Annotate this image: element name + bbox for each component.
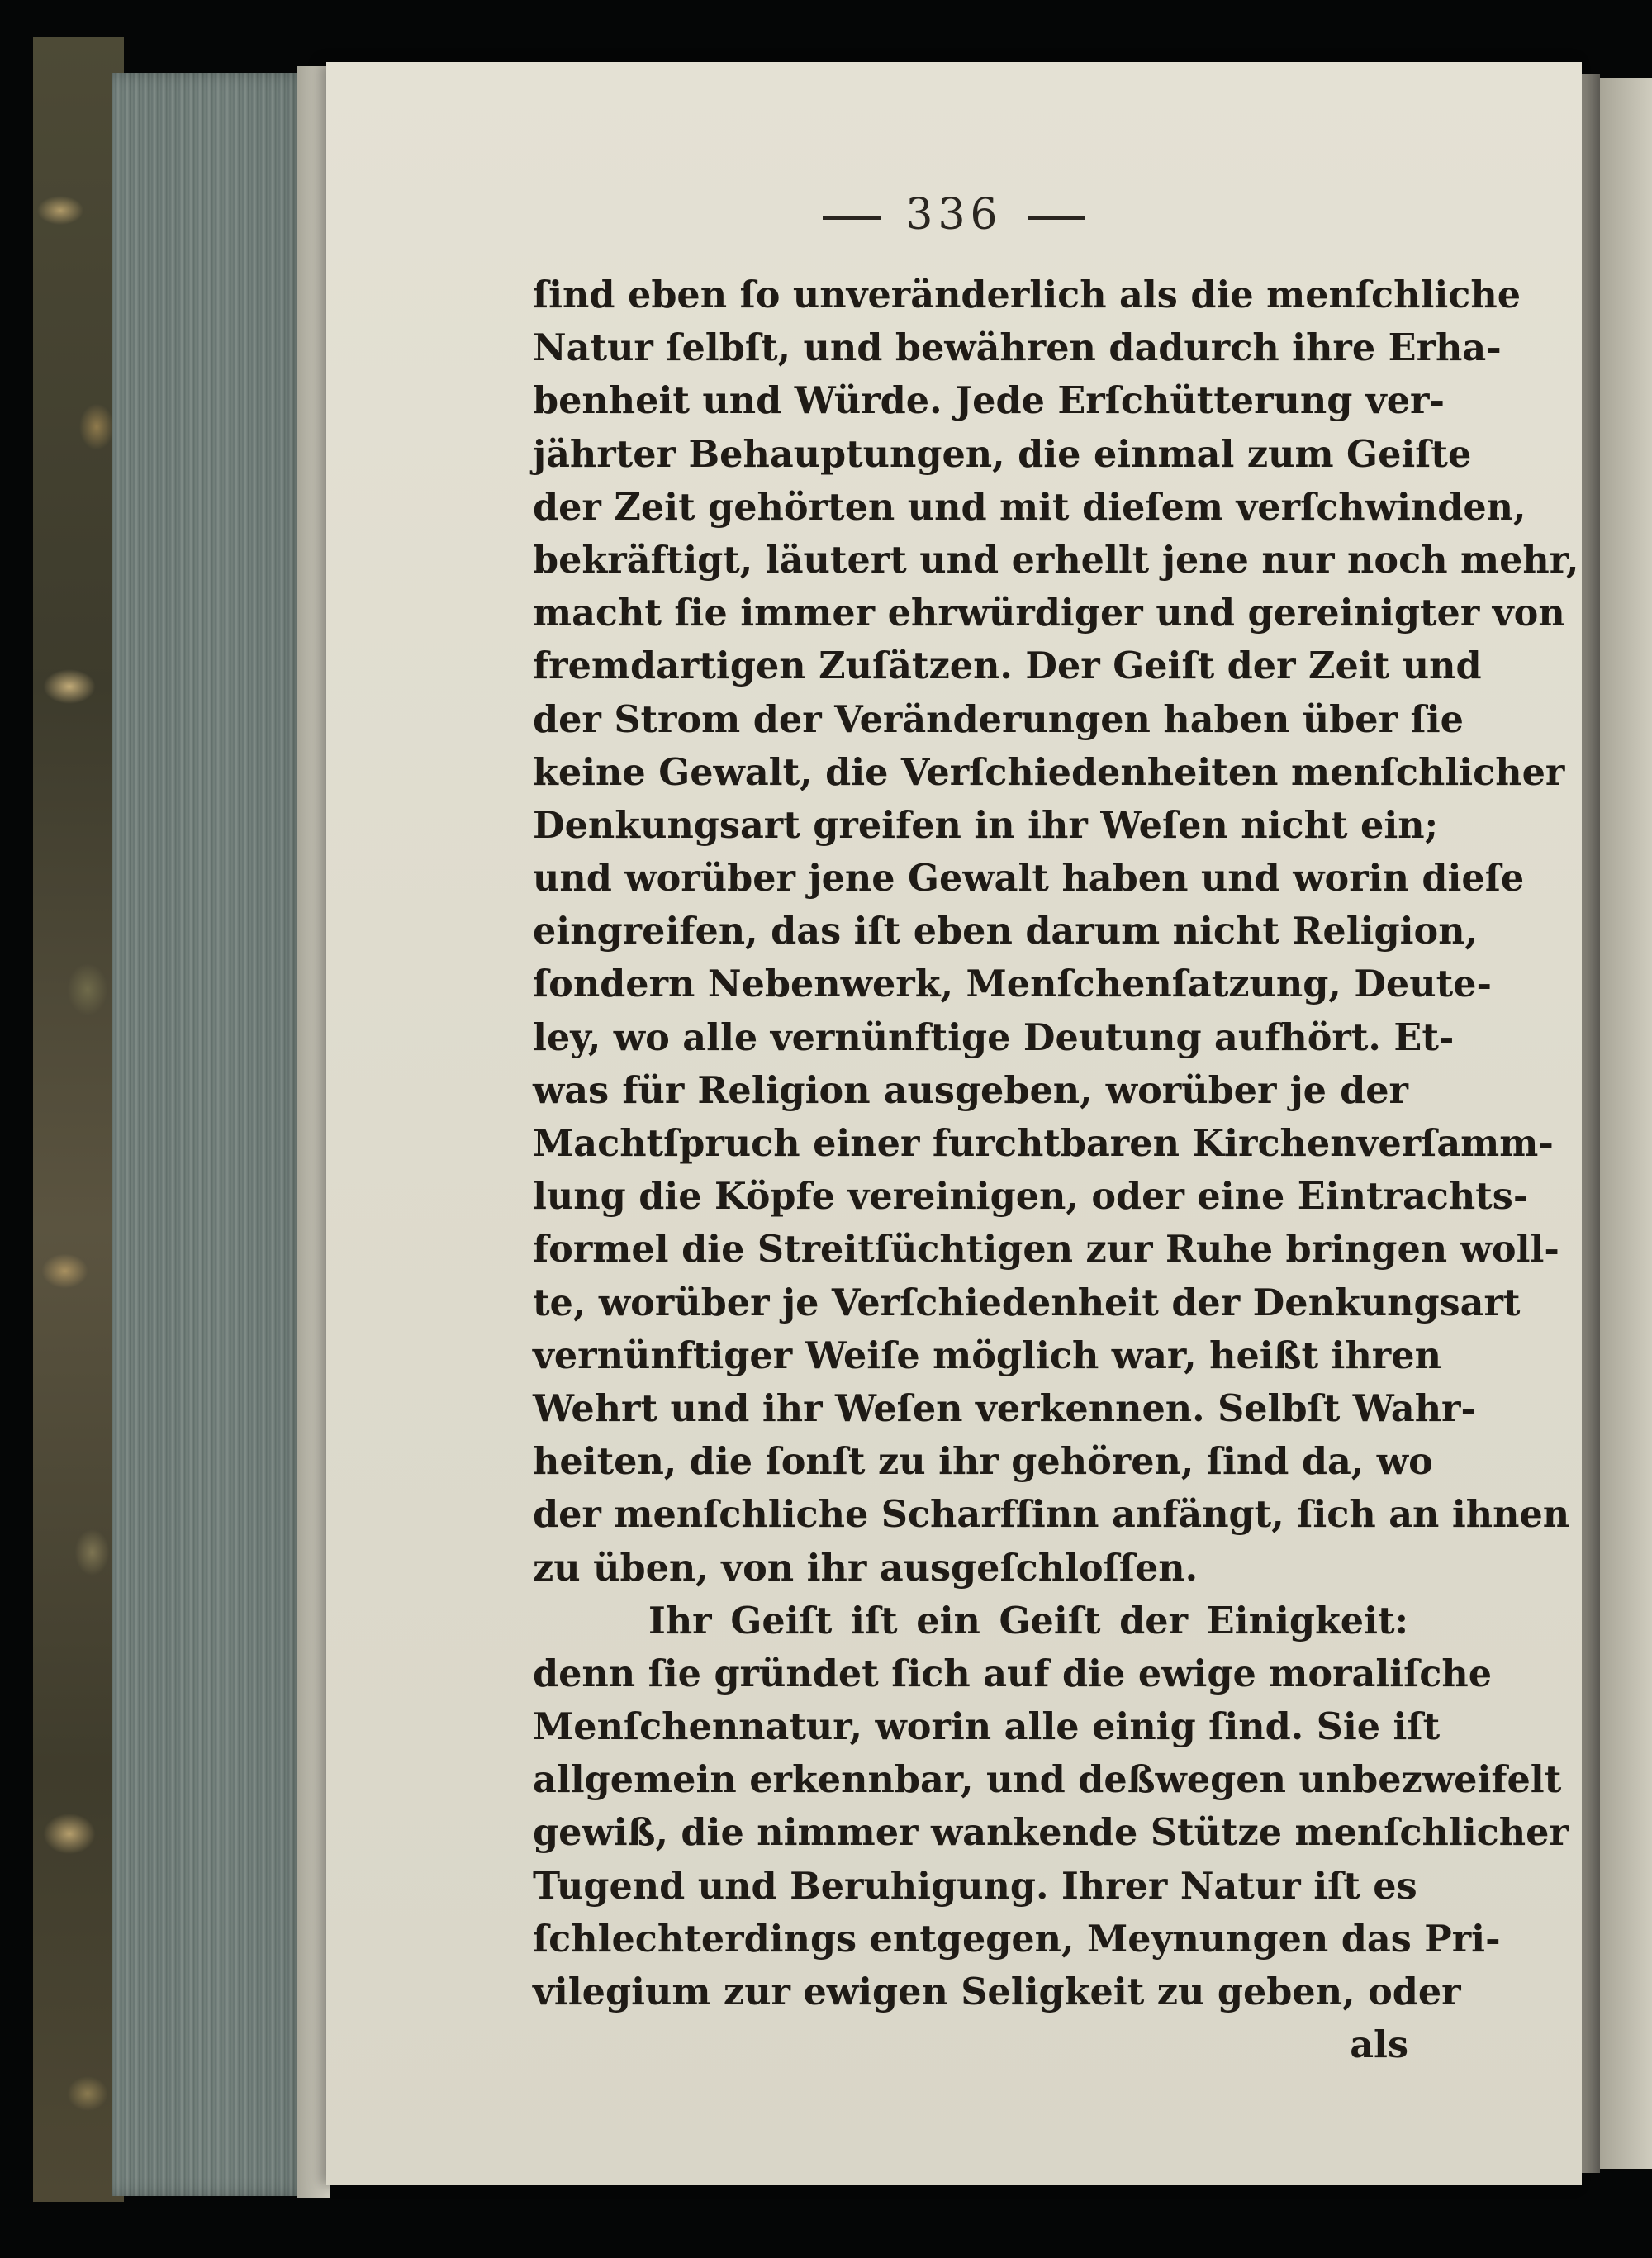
page-number: 336 — [905, 190, 1003, 240]
book-page — [326, 62, 1582, 2185]
text-line: ley, wo alle vernünftige Deutung aufhört. Et- — [533, 1015, 1455, 1059]
header-dash-left — [823, 216, 881, 220]
text-line: der Strom der Veränderungen haben über ſie — [533, 697, 1464, 741]
text-line: eingreifen, das iſt eben darum nicht Religion, — [533, 910, 1479, 953]
text-line: ſchlechterdings entgegen, Meynungen das Pri- — [533, 1917, 1501, 1961]
paragraph-end-line: zu üben, von ihr ausgeſchloſſen. — [533, 1546, 1199, 1590]
marbled-cover — [33, 37, 124, 2202]
text-line: formel die Streitſüchtigen zur Ruhe bringen woll- — [533, 1228, 1559, 1272]
text-line: was für Religion ausgeben, worüber je der — [533, 1068, 1408, 1112]
text-line: jährter Behauptungen, die einmal zum Geiſte — [533, 432, 1472, 476]
text-line: vilegium zur ewigen Seligkeit zu geben, oder — [533, 1970, 1461, 2013]
text-line: Menſchennatur, worin alle einig ſind. Sie iſt — [533, 1705, 1441, 1749]
text-line: ſondern Nebenwerk, Menſchenſatzung, Deute- — [533, 963, 1492, 1006]
text-line: bekräftigt, läutert und erhellt jene nur noch mehr, — [533, 538, 1579, 582]
page-edge-shade — [297, 66, 330, 2198]
text-line: heiten, die ſonſt zu ihr gehören, ſind da, wo — [533, 1440, 1433, 1484]
text-line: macht ſie immer ehrwürdiger und gereinigter von — [533, 592, 1565, 635]
text-line: und worüber jene Gewalt haben und worin dieſe — [533, 857, 1525, 901]
paragraph-start-line: Ihr Geiſt iſt ein Geiſt der Einigkeit: — [648, 1599, 1408, 1642]
text-line: allgemein erkennbar, und deßwegen unbezweifelt — [533, 1758, 1562, 1802]
text-line: ſind eben ſo unveränderlich als die menſchliche — [533, 273, 1521, 316]
text-line: te, worüber je Verſchiedenheit der Denkungsart — [533, 1281, 1521, 1324]
text-line: gewiß, die nimmer wankende Stütze menſchlicher — [533, 1811, 1569, 1855]
text-line: denn ſie gründet ſich auf die ewige moraliſche — [533, 1652, 1493, 1695]
text-line: fremdartigen Zuſätzen. Der Geiſt der Zeit und — [533, 644, 1482, 688]
text-line: Wehrt und ihr Weſen verkennen. Selbſt Wahr- — [533, 1386, 1476, 1430]
text-line: der Zeit gehörten und mit dieſem verſchwinden, — [533, 485, 1526, 529]
text-line: benheit und Würde. Jede Erſchütterung ver- — [533, 379, 1445, 423]
text-line: Machtſpruch einer furchtbaren Kirchenverſamm- — [533, 1122, 1554, 1165]
text-line: Natur ſelbſt, und bewähren dadurch ihre Erha- — [533, 326, 1502, 370]
text-line: Denkungsart greifen in ihr Weſen nicht ein; — [533, 803, 1439, 847]
book-gutter — [1582, 74, 1600, 2173]
text-line: vernünftiger Weiſe möglich war, heißt ihren — [533, 1333, 1441, 1377]
body-text — [533, 269, 1579, 2071]
facing-page-edge — [1600, 78, 1652, 2169]
text-line: lung die Köpfe vereinigen, oder eine Eintrachts- — [533, 1175, 1529, 1219]
catchword: als — [1350, 2023, 1408, 2067]
page-header — [326, 190, 1582, 240]
page-edges — [112, 73, 306, 2196]
header-dash-right — [1028, 216, 1085, 220]
text-line: keine Gewalt, die Verſchiedenheiten menſchlicher — [533, 750, 1565, 794]
text-line: Tugend und Beruhigung. Ihrer Natur iſt es — [533, 1864, 1417, 1908]
text-line: der menſchliche Scharfſinn anfängt, ſich an ihnen — [533, 1493, 1570, 1537]
